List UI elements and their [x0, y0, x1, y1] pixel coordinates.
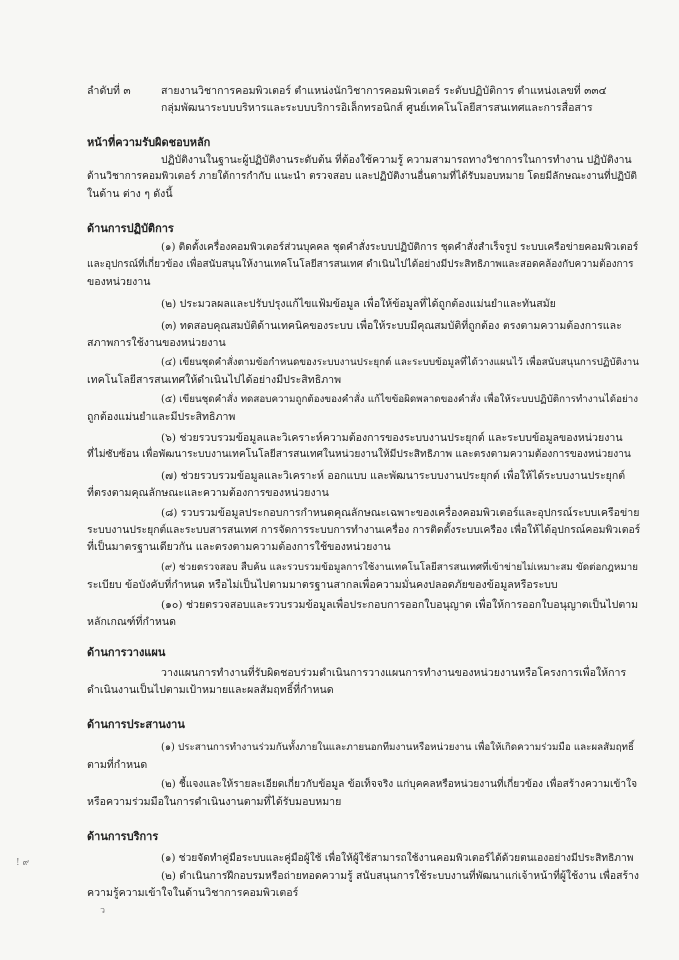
text-line: (๑) ประสานการทำงานร่วมกันทั้งภายในและภายนอกทีมงานหรือหน่วยงาน เพื่อให้เกิดความร่วมมือ และผลสัมฤทธิ์ [161, 742, 634, 753]
order-number: ลำดับที่ ๓ [87, 85, 131, 97]
text-line: (๖) ช่วยรวบรวมข้อมูลและวิเคราะห์ความต้องการของระบบงานประยุกต์ และระบบข้อมูลของหน่วยงาน [161, 432, 623, 444]
text-line: ที่ไม่ซับซ้อน เพื่อพัฒนาระบบงานเทคโนโลยีสารสนเทศในหน่วยงานให้มีประสิทธิภาพ และตรงตามความต้องการของหน่วยงาน [87, 449, 631, 460]
text-line: (๕) เขียนชุดคำสั่ง ทดสอบความถูกต้องของคำสั่ง แก้ไขข้อผิดพลาดของคำสั่ง เพื่อให้ระบบปฏิบัติการทำงานได้อย่าง [161, 394, 638, 405]
text-line: (๒) ชี้แจงและให้รายละเอียดเกี่ยวกับข้อมูล ข้อเท็จจริง แก่บุคคลหรือหน่วยงานที่เกี่ยวข้อง เพื่อสร้างความเข้าใจ [161, 779, 638, 790]
text-line: (๑๐) ช่วยตรวจสอบและรวบรวมข้อมูลเพื่อประกอบการออกใบอนุญาต เพื่อให้การออกใบอนุญาตเป็นไปตาม [161, 599, 639, 611]
text-line: หรือความร่วมมือในการดำเนินงานตามที่ได้รับมอบหมาย [87, 796, 342, 808]
margin-mark: ! ๙ [16, 858, 30, 868]
text-line: (๔) เขียนชุดคำสั่งตามข้อกำหนดของระบบงานประยุกต์ และระบบข้อมูลที่ได้วางแผนไว้ เพื่อสนับสนุนการปฏิบัติงาน [161, 357, 639, 368]
text-line: หลักเกณฑ์ที่กำหนด [87, 616, 176, 628]
text-line: สภาพการใช้งานของหน่วยงาน [87, 337, 226, 349]
intro-line-2: ด้านวิชาการคอมพิวเตอร์ ภายใต้การกำกับ แนะนำ ตรวจสอบ และปฏิบัติงานอื่นตามที่ได้รับมอบหมาย โดยมีลักษณะงานที่ปฏิบัติ [87, 171, 637, 182]
text-line: (๘) รวบรวมข้อมูลประกอบการกำหนดคุณลักษณะเฉพาะของเครื่องคอมพิวเตอร์และอุปกรณ์ระบบเครือข่าย [161, 507, 640, 519]
text-line: ที่เป็นมาตรฐานเดียวกัน และตรงตามความต้องการใช้ของหน่วยงาน [87, 541, 391, 553]
text-line: (๑) ช่วยจัดทำคู่มือระบบและคู่มือผู้ใช้ เพื่อให้ผู้ใช้สามารถใช้งานคอมพิวเตอร์ได้ด้วยตนเองอย่างมีประสิทธิภาพ [161, 853, 634, 864]
text-line: ที่ตรงตามคุณลักษณะและความต้องการของหน่วยงาน [87, 487, 329, 499]
text-line: เทคโนโลยีสารสนเทศให้ดำเนินไปได้อย่างมีประสิทธิภาพ [87, 374, 342, 386]
text-line: และอุปกรณ์ที่เกี่ยวข้อง เพื่อสนับสนุนให้งานเทคโนโลยีสารสนเทศ ดำเนินไปได้อย่างมีประสิทธิภาพและสอดคล้องกับความต้องการ [87, 259, 634, 270]
text-line: (๒) ประมวลผลและปรับปรุงแก้ไขแฟ้มข้อมูล เพื่อให้ข้อมูลที่ได้ถูกต้องแม่นยำและทันสมัย [161, 298, 556, 310]
text-line: (๒) ดำเนินการฝึกอบรมหรือถ่ายทอดความรู้ สนับสนุนการใช้ระบบงานที่พัฒนาแก่เจ้าหน้าที่ผู้ใช้งาน เพื่อสร้าง [161, 870, 639, 882]
intro-line-1: ปฏิบัติงานในฐานะผู้ปฏิบัติงานระดับต้น ที่ต้องใช้ความรู้ ความสามารถทางวิชาการในการทำงาน ปฏิบัติงาน [161, 154, 632, 166]
section-heading: ด้านการประสานงาน [87, 718, 185, 731]
text-line: ของหน่วยงาน [87, 276, 151, 288]
section-heading: ด้านการปฏิบัติการ [87, 222, 174, 235]
text-line: ความรู้ความเข้าใจในด้านวิชาการคอมพิวเตอร์ [87, 887, 299, 899]
position-line-1: สายงานวิชาการคอมพิวเตอร์ ตำแหน่งนักวิชาการคอมพิวเตอร์ ระดับปฏิบัติการ ตำแหน่งเลขที่ ๓๓๔ [161, 85, 607, 97]
text-line: ดำเนินงานเป็นไปตามเป้าหมายและผลสัมฤทธิ์ที่กำหนด [87, 684, 334, 696]
text-line: ระเบียบ ข้อบังคับที่กำหนด หรือไม่เป็นไปตามมาตรฐานสากลเพื่อความมั่นคงปลอดภัยของข้อมูลหรือระบบ [87, 579, 558, 591]
section-heading: ด้านการบริการ [87, 830, 159, 843]
text-line: ระบบงานประยุกต์และระบบสารสนเทศ การจัดการระบบการทำงานเครื่อง การติดตั้งระบบเครือง เพื่อให้ได้อุปกรณ์คอมพิวเตอร์ [87, 524, 641, 536]
text-line: วางแผนการทำงานที่รับผิดชอบร่วมดำเนินการวางแผนการทำงานของหน่วยงานหรือโครงการเพื่อให้การ [161, 667, 627, 679]
position-line-2: กลุ่มพัฒนาระบบบริหารและระบบบริการอิเล็กทรอนิกส์ ศูนย์เทคโนโลยีสารสนเทศและการสื่อสาร [161, 102, 593, 114]
text-line: ตามที่กำหนด [87, 759, 148, 771]
intro-line-3: ในด้าน ต่าง ๆ ดังนี้ [87, 188, 173, 200]
text-line: ถูกต้องแม่นยำและมีประสิทธิภาพ [87, 411, 236, 423]
text-line: (๓) ทดสอบคุณสมบัติด้านเทคนิคของระบบ เพื่อให้ระบบมีคุณสมบัติที่ถูกต้อง ตรงตามความต้องการและ [161, 320, 622, 332]
text-line: (๙) ช่วยตรวจสอบ สืบค้น และรวบรวมข้อมูลการใช้งานเทคโนโลยีสารสนเทศที่เข้าข่ายไม่เหมาะสม ขัดต่อกฎหมาย [161, 562, 639, 573]
section-title: หน้าที่ความรับผิดชอบหลัก [87, 136, 211, 149]
text-line: (๑) ติดตั้งเครื่องคอมพิวเตอร์ส่วนบุคคล ชุดคำสั่งระบบปฏิบัติการ ชุดคำสั่งสำเร็จรูป ระบบเครือข่ายคอมพิวเตอร์ [161, 242, 639, 253]
text-line: (๗) ช่วยรวบรวมข้อมูลและวิเคราะห์ ออกแบบ และพัฒนาระบบงานประยุกต์ เพื่อให้ได้ระบบงานประยุกต์ [161, 470, 626, 482]
margin-mark: ว [100, 906, 106, 916]
section-heading: ด้านการวางแผน [87, 646, 166, 659]
